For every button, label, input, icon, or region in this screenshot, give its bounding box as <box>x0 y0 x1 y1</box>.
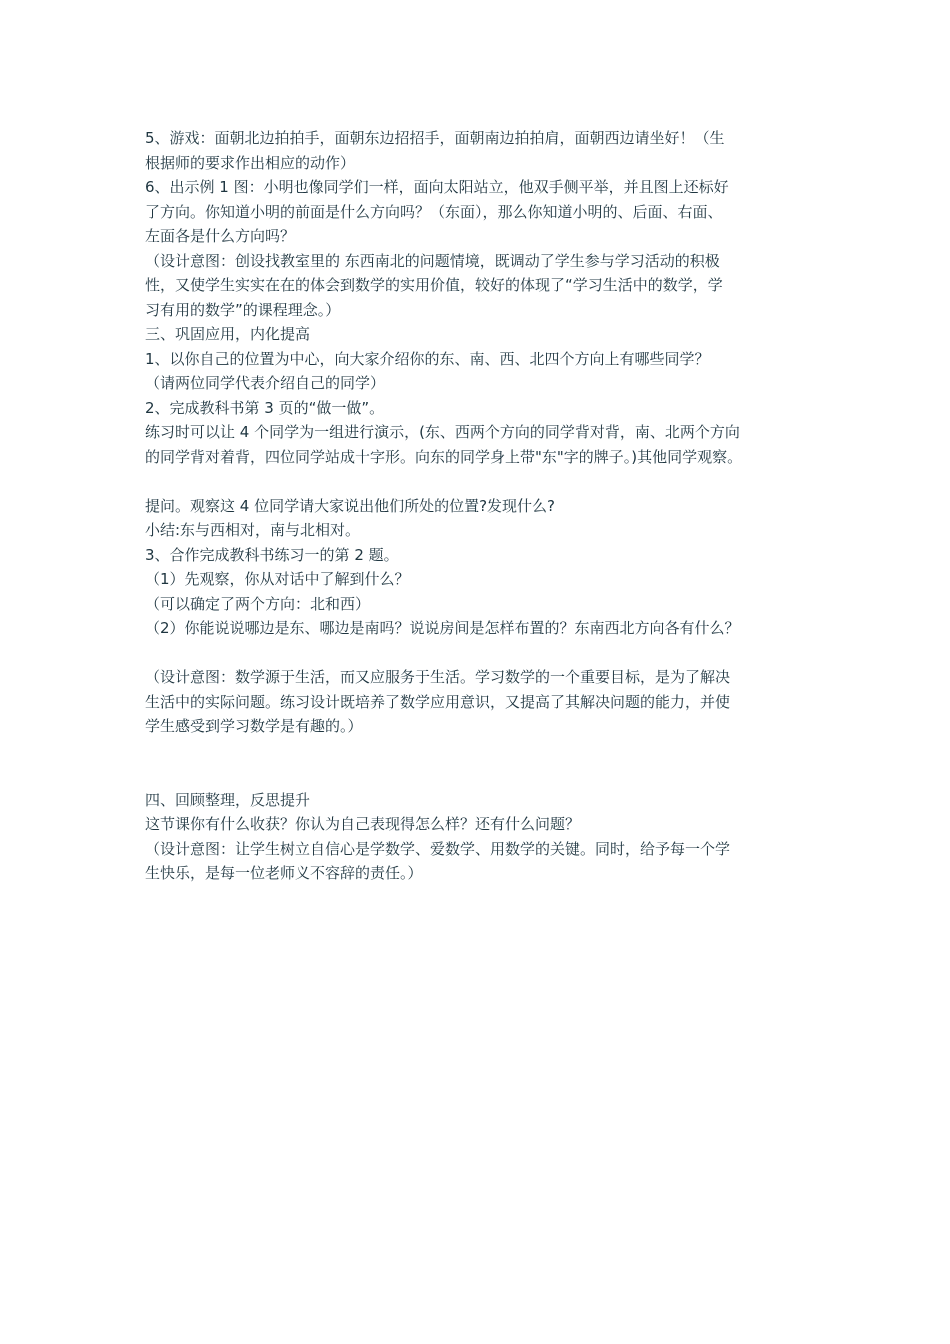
text-line: 生快乐，是每一位老师义不容辞的责任。） <box>145 864 423 882</box>
text-line: 提问。观察这 4 位同学请大家说出他们所处的位置?发现什么? <box>145 496 556 515</box>
text-line: 这节课你有什么收获？你认为自己表现得怎么样？还有什么问题？ <box>145 815 581 833</box>
text-line: 5、游戏：面朝北边拍拍手，面朝东边招招手，面朝南边拍拍肩，面朝西边请坐好！（生 <box>145 129 725 147</box>
section-heading: 四、回顾整理，反思提升 <box>145 790 311 809</box>
text-line: 练习时可以让 4 个同学为一组进行演示，(东、西两个方向的同学背对背，南、北两个方向 <box>145 423 740 441</box>
text-line: （1）先观察，你从对话中了解到什么？ <box>145 570 410 588</box>
text-line: 的同学背对着背，四位同学站成十字形。向东的同学身上带"东"字的牌子。)其他同学观察。 <box>145 447 743 466</box>
text-line: 生活中的实际问题。练习设计既培养了数学应用意识，又提高了其解决问题的能力，并使 <box>145 692 731 711</box>
text-line: （2）你能说说哪边是东、哪边是南吗？说说房间是怎样布置的？东南西北方向各有什么？ <box>145 619 740 637</box>
text-line: （请两位同学代表介绍自己的同学） <box>145 374 386 392</box>
document-page <box>145 126 825 886</box>
text-line: 学生感受到学习数学是有趣的。） <box>145 717 363 735</box>
blank-line <box>145 469 825 494</box>
text-line: （可以确定了两个方向：北和西） <box>145 594 371 613</box>
text-line: （设计意图：让学生树立自信心是学数学、爱数学、用数学的关键。同时，给予每一个学 <box>145 839 731 858</box>
text-line: 习有用的数学”的课程理念。） <box>145 300 341 319</box>
text-line: 2、完成教科书第 3 页的“做一做”。 <box>145 398 385 417</box>
text-line: 性，又使学生实实在在的体会到数学的实用价值，较好的体现了“学习生活中的数学，学 <box>145 276 723 294</box>
section-heading: 三、巩固应用，内化提高 <box>145 325 311 343</box>
text-line: 6、出示例 1 图：小明也像同学们一样，面向太阳站立，他双手侧平举，并且图上还标好 <box>145 178 729 196</box>
text-line: 1、以你自己的位置为中心，向大家介绍你的东、南、西、北四个方向上有哪些同学？ <box>145 349 710 368</box>
text-line: 根据师的要求作出相应的动作） <box>145 153 356 172</box>
text-line: 小结:东与西相对，南与北相对。 <box>145 521 361 539</box>
text-line: 3、合作完成教科书练习一的第 2 题。 <box>145 545 399 564</box>
text-line: 左面各是什么方向吗？ <box>145 227 296 245</box>
text-line: （设计意图：数学源于生活，而又应服务于生活。学习数学的一个重要目标，是为了解决 <box>145 668 731 686</box>
blank-line <box>145 739 825 788</box>
text-line: （设计意图：创设找教室里的 东西南北的问题情境，既调动了学生参与学习活动的积极 <box>145 251 720 270</box>
text-line: 了方向。你知道小明的前面是什么方向吗？（东面），那么你知道小明的、后面、右面、 <box>145 202 723 221</box>
blank-line <box>145 641 825 666</box>
